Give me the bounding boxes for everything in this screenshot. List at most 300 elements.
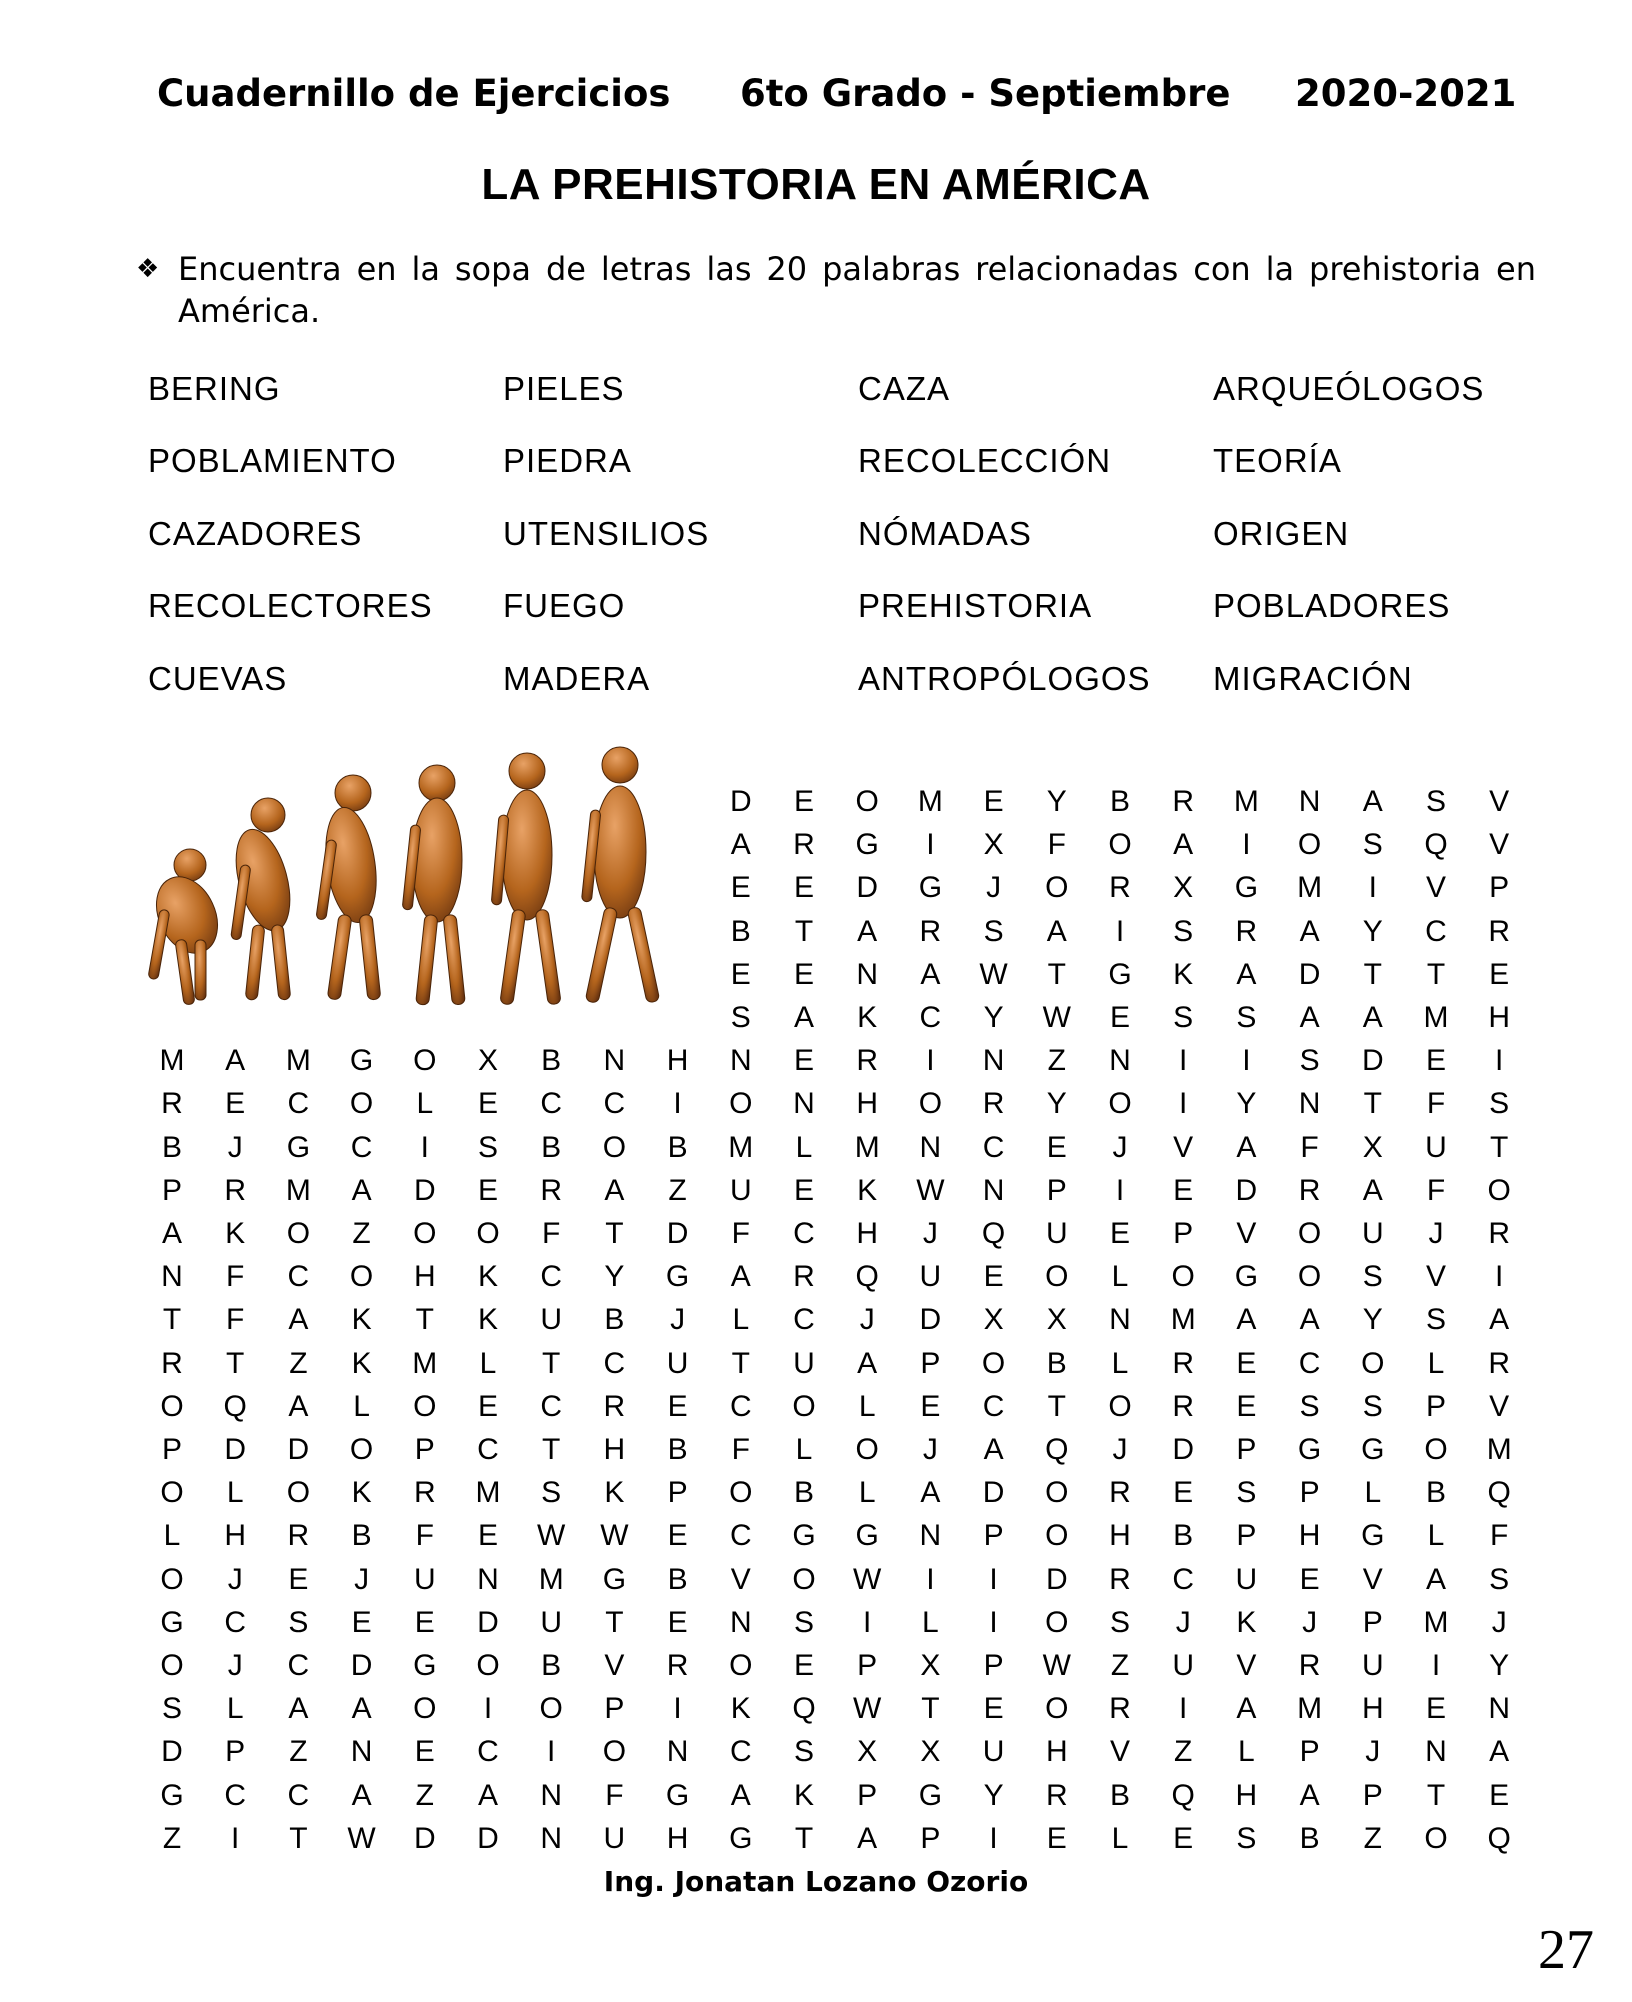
grid-letter: W [1042, 1649, 1071, 1682]
grid-letter: C [603, 1346, 626, 1380]
grid-letter: S [1236, 1821, 1257, 1855]
grid-letter: T [162, 1303, 182, 1337]
grid-letter: T [794, 914, 814, 948]
grid-letter: E [667, 1605, 688, 1639]
grid-letter: T [1426, 957, 1446, 991]
grid-letter: A [857, 1821, 878, 1855]
grid-letter: C [982, 1389, 1005, 1423]
word-item: ORIGEN [1213, 515, 1350, 552]
grid-letter: D [1298, 957, 1321, 991]
grid-letter: C [540, 1389, 563, 1423]
grid-letter: V [1173, 1130, 1194, 1164]
grid-letter: M [1486, 1433, 1512, 1466]
grid-letter: S [288, 1605, 309, 1639]
grid-letter: B [1109, 1778, 1130, 1812]
grid-letter: O [160, 1476, 184, 1510]
grid-letter: F [542, 1217, 561, 1250]
grid-letter: J [1175, 1605, 1191, 1639]
grid-letter: Y [1236, 1087, 1257, 1121]
grid-letter: A [920, 957, 941, 991]
grid-letter: J [670, 1303, 686, 1337]
grid-letter: V [1236, 1217, 1257, 1250]
grid-letter: G [1234, 871, 1259, 905]
grid-letter: S [1489, 1562, 1510, 1596]
grid-letter: X [477, 1044, 498, 1078]
grid-letter: R [1488, 1346, 1511, 1380]
grid-letter: E [351, 1605, 372, 1639]
grid-letter: J [1112, 1433, 1128, 1466]
word-item: FUEGO [503, 587, 626, 624]
grid-letter: U [1425, 1130, 1447, 1164]
grid-letter: W [347, 1821, 376, 1855]
grid-letter: T [794, 1821, 814, 1855]
word-item: NÓMADAS [858, 515, 1032, 552]
word-item: POBLADORES [1213, 587, 1451, 624]
grid-letter: L [1111, 1346, 1129, 1380]
grid-letter: E [477, 1519, 498, 1553]
grid-letter: K [225, 1217, 246, 1250]
grid-letter: M [285, 1173, 311, 1207]
grid-letter: P [1299, 1735, 1320, 1769]
grid-letter: T [542, 1346, 561, 1380]
evolution-figure-4 [402, 765, 465, 1005]
grid-letter: A [1362, 1173, 1383, 1207]
grid-letter: C [540, 1087, 563, 1121]
word-item: MIGRACIÓN [1213, 660, 1413, 697]
grid-letter: K [857, 1173, 878, 1207]
grid-letter: O [539, 1692, 563, 1726]
grid-letter: O [1045, 1519, 1069, 1553]
grid-letter: A [1046, 914, 1067, 948]
word-item: CAZA [858, 370, 951, 407]
grid-letter: R [982, 1087, 1005, 1121]
grid-letter: L [1238, 1735, 1255, 1769]
grid-letter: G [1361, 1519, 1385, 1553]
grid-letter: O [1171, 1260, 1195, 1294]
grid-letter: Y [1046, 785, 1067, 818]
grid-letter: E [667, 1519, 688, 1553]
grid-letter: C [729, 1735, 752, 1769]
grid-letter: O [1297, 1217, 1322, 1250]
grid-letter: S [161, 1692, 182, 1726]
grid-letter: D [477, 1821, 499, 1855]
grid-letter: P [161, 1433, 182, 1466]
grid-letter: N [982, 1173, 1005, 1207]
human-evolution-image [135, 740, 700, 1010]
grid-letter: O [1045, 871, 1069, 905]
grid-letter: S [1299, 1044, 1320, 1078]
grid-letter: A [161, 1217, 182, 1250]
grid-letter: L [858, 1389, 876, 1423]
grid-letter: C [224, 1778, 247, 1812]
grid-letter: D [1045, 1562, 1068, 1596]
word-item: UTENSILIOS [503, 515, 710, 552]
grid-letter: E [1425, 1692, 1446, 1726]
grid-letter: T [1426, 1778, 1446, 1812]
grid-letter: I [989, 1821, 998, 1855]
grid-letter: R [1488, 1217, 1511, 1250]
grid-letter: H [1235, 1778, 1258, 1812]
word-item: BERING [148, 370, 281, 407]
grid-letter: V [1489, 785, 1510, 818]
grid-letter: E [730, 871, 751, 905]
grid-letter: O [476, 1649, 500, 1682]
grid-letter: O [1045, 1260, 1069, 1294]
grid-letter: A [730, 1260, 751, 1294]
grid-letter: G [413, 1649, 437, 1682]
grid-letter: A [1236, 1303, 1257, 1337]
grid-letter: A [225, 1044, 246, 1078]
grid-letter: P [1425, 1389, 1446, 1423]
grid-letter: U [666, 1346, 689, 1380]
grid-letter: C [477, 1433, 499, 1466]
grid-letter: I [1495, 1044, 1504, 1078]
grid-letter: G [665, 1260, 690, 1294]
grid-letter: A [288, 1389, 309, 1423]
grid-letter: G [160, 1778, 184, 1812]
grid-letter: G [1297, 1433, 1322, 1466]
grid-letter: S [1299, 1389, 1320, 1423]
grid-letter: A [1425, 1562, 1446, 1596]
grid-letter: R [1298, 1649, 1321, 1682]
grid-letter: A [351, 1692, 372, 1726]
grid-letter: M [475, 1476, 501, 1510]
grid-letter: I [231, 1821, 240, 1855]
grid-letter: G [729, 1821, 753, 1855]
grid-letter: B [541, 1130, 562, 1164]
grid-letter: E [1236, 1389, 1257, 1423]
grid-letter: L [732, 1303, 750, 1337]
grid-letter: C [793, 1217, 815, 1250]
grid-letter: D [224, 1433, 247, 1466]
grid-letter: S [477, 1130, 498, 1164]
grid-letter: E [793, 871, 814, 905]
grid-letter: L [922, 1605, 939, 1639]
grid-letter: U [540, 1605, 563, 1639]
grid-letter: S [1425, 1303, 1446, 1337]
grid-letter: O [1045, 1605, 1069, 1639]
grid-letter: O [476, 1217, 500, 1250]
grid-letter: G [665, 1778, 690, 1812]
grid-letter: U [1045, 1217, 1068, 1250]
grid-letter: C [287, 1778, 310, 1812]
grid-letter: D [1361, 1044, 1384, 1078]
grid-letter: X [983, 828, 1004, 862]
grid-letter: H [413, 1260, 436, 1294]
grid-letter: P [667, 1476, 688, 1510]
grid-letter: T [1490, 1130, 1509, 1164]
grid-letter: E [477, 1173, 498, 1207]
grid-letter: X [1173, 871, 1194, 905]
grid-letter: A [1362, 1001, 1383, 1034]
grid-letter: F [226, 1260, 245, 1294]
grid-letter: F [1490, 1519, 1509, 1553]
grid-letter: N [856, 957, 879, 991]
grid-letter: H [666, 1821, 689, 1855]
grid-letter: Q [223, 1389, 247, 1423]
grid-letter: L [163, 1519, 181, 1553]
instruction-text: Encuentra en la sopa de letras las 20 palabras relacionadas con la prehistoria en América. [178, 250, 1536, 330]
grid-letter: U [793, 1346, 815, 1380]
grid-letter: O [729, 1649, 753, 1682]
grid-letter: M [1423, 1605, 1449, 1639]
grid-letter: M [412, 1346, 438, 1380]
grid-letter: A [1299, 1778, 1320, 1812]
grid-letter: C [793, 1303, 815, 1337]
grid-letter: R [224, 1173, 247, 1207]
grid-letter: O [729, 1476, 753, 1510]
grid-letter: J [922, 1217, 938, 1250]
grid-letter: F [1426, 1173, 1446, 1207]
grid-letter: C [287, 1087, 310, 1121]
grid-letter: L [795, 1433, 813, 1466]
evolution-figure-2 [226, 798, 299, 1000]
grid-letter: I [483, 1692, 493, 1726]
grid-letter: O [602, 1735, 627, 1769]
grid-letter: A [1173, 828, 1194, 862]
grid-letter: S [1362, 1260, 1383, 1294]
grid-letter: A [857, 1346, 878, 1380]
grid-letter: G [349, 1044, 374, 1078]
grid-letter: O [413, 1044, 437, 1078]
grid-letter: I [420, 1130, 429, 1164]
grid-letter: S [983, 914, 1004, 948]
grid-letter: X [857, 1735, 878, 1769]
grid-letter: J [1112, 1130, 1128, 1164]
grid-letter: B [1299, 1821, 1320, 1855]
grid-letter: O [1045, 1692, 1069, 1726]
grid-letter: A [730, 828, 751, 862]
grid-letter: I [1115, 914, 1125, 948]
grid-letter: O [855, 785, 879, 818]
grid-letter: B [1173, 1519, 1194, 1553]
grid-letter: D [161, 1735, 183, 1769]
grid-letter: K [1236, 1605, 1257, 1639]
grid-letter: P [225, 1735, 246, 1769]
grid-letter: P [1299, 1476, 1320, 1510]
grid-letter: I [989, 1605, 998, 1639]
evolution-figure-5 [491, 753, 561, 1005]
grid-letter: Q [1045, 1433, 1069, 1466]
grid-letter: L [479, 1346, 497, 1380]
grid-letter: D [350, 1649, 373, 1682]
grid-letter: U [1361, 1217, 1384, 1250]
grid-letter: S [793, 1605, 814, 1639]
grid-letter: G [855, 1519, 879, 1553]
grid-letter: Q [855, 1260, 879, 1294]
grid-letter: V [604, 1649, 625, 1682]
grid-letter: E [1109, 1001, 1130, 1034]
grid-letter: O [413, 1217, 437, 1250]
grid-letter: P [1362, 1778, 1383, 1812]
grid-letter: O [792, 1389, 816, 1423]
grid-letter: B [351, 1519, 372, 1553]
grid-letter: R [1298, 1173, 1321, 1207]
grid-letter: T [605, 1217, 624, 1250]
grid-letter: T [415, 1303, 434, 1337]
grid-letter: I [926, 1562, 935, 1596]
grid-letter: N [603, 1044, 626, 1078]
word-item: POBLAMIENTO [148, 442, 397, 479]
grid-letter: P [1489, 871, 1510, 905]
grid-letter: P [983, 1649, 1004, 1682]
grid-letter: Y [1046, 1087, 1067, 1121]
page-number: 27 [1538, 1919, 1594, 1981]
grid-letter: Q [1171, 1778, 1195, 1812]
grid-letter: J [986, 871, 1002, 905]
grid-letter: O [349, 1260, 374, 1294]
grid-letter: J [859, 1303, 875, 1337]
grid-letter: R [1172, 1346, 1195, 1380]
grid-letter: H [1109, 1519, 1131, 1553]
grid-letter: C [287, 1649, 310, 1682]
grid-letter: W [979, 957, 1008, 991]
grid-letter: K [730, 1692, 751, 1726]
grid-letter: E [793, 1044, 814, 1078]
grid-letter: O [1361, 1346, 1385, 1380]
grid-letter: P [1046, 1173, 1067, 1207]
grid-letter: S [730, 1001, 751, 1034]
grid-letter: O [1424, 1821, 1448, 1855]
grid-letter: V [1236, 1649, 1257, 1682]
grid-letter: C [982, 1130, 1005, 1164]
grid-letter: H [1488, 1001, 1511, 1034]
grid-letter: J [922, 1433, 938, 1466]
grid-letter: J [354, 1562, 370, 1596]
grid-letter: C [1425, 914, 1447, 948]
grid-letter: N [793, 1087, 815, 1121]
grid-letter: O [1424, 1433, 1448, 1466]
grid-letter: E [920, 1389, 941, 1423]
grid-letter: V [1489, 1389, 1510, 1423]
grid-letter: I [1368, 871, 1377, 905]
grid-letter: A [920, 1476, 941, 1510]
grid-letter: R [793, 828, 815, 862]
grid-letter: E [983, 785, 1004, 818]
grid-letter: B [667, 1562, 688, 1596]
grid-letter: L [226, 1692, 244, 1726]
grid-letter: O [602, 1130, 627, 1164]
grid-letter: L [1111, 1260, 1129, 1294]
grid-letter: A [793, 1001, 814, 1034]
grid-letter: I [863, 1605, 872, 1639]
grid-letter: M [1297, 871, 1323, 905]
grid-letter: I [1242, 828, 1251, 862]
grid-letter: B [667, 1130, 688, 1164]
grid-letter: S [1362, 828, 1383, 862]
evolution-figure-6 [581, 747, 659, 1003]
grid-letter: R [919, 914, 942, 948]
grid-letter: O [792, 1562, 816, 1596]
grid-letter: R [1172, 785, 1195, 818]
grid-letter: R [1488, 914, 1511, 948]
grid-letter: M [285, 1044, 311, 1078]
grid-letter: K [604, 1476, 625, 1510]
grid-letter: R [413, 1476, 436, 1510]
grid-letter: B [161, 1130, 182, 1164]
grid-letter: A [730, 1778, 751, 1812]
grid-letter: T [226, 1346, 245, 1380]
grid-letter: Z [162, 1821, 182, 1855]
grid-letter: N [1298, 1087, 1321, 1121]
grid-letter: K [477, 1303, 498, 1337]
grid-letter: O [286, 1476, 311, 1510]
grid-letter: U [540, 1303, 563, 1337]
grid-letter: H [1361, 1692, 1384, 1726]
grid-letter: O [1108, 1389, 1132, 1423]
evolution-figure-1 [145, 849, 230, 1005]
grid-letter: O [729, 1087, 753, 1121]
grid-letter: N [982, 1044, 1005, 1078]
grid-letter: J [227, 1562, 243, 1596]
instruction [136, 248, 1536, 332]
grid-letter: U [1361, 1649, 1384, 1682]
grid-letter: G [855, 828, 879, 862]
grid-letter: R [1045, 1778, 1068, 1812]
grid-letter: B [1109, 785, 1130, 818]
grid-letter: V [1489, 828, 1510, 862]
grid-letter: P [920, 1821, 941, 1855]
grid-letter: A [604, 1173, 625, 1207]
grid-letter: S [1489, 1087, 1510, 1121]
grid-letter: O [1108, 828, 1132, 862]
grid-letter: Z [1174, 1735, 1193, 1769]
grid-letter: K [351, 1476, 372, 1510]
grid-letter: S [1236, 1001, 1257, 1034]
grid-letter: M [538, 1562, 564, 1596]
grid-letter: I [673, 1692, 682, 1726]
grid-letter: C [729, 1389, 752, 1423]
grid-letter: R [1109, 871, 1131, 905]
grid-letter: U [982, 1735, 1005, 1769]
grid-letter: Y [983, 1778, 1004, 1812]
grid-letter: L [1364, 1476, 1382, 1510]
grid-letter: N [1109, 1044, 1131, 1078]
header-workbook-title: Cuadernillo de Ejercicios [157, 72, 671, 115]
word-item: PIEDRA [503, 442, 632, 479]
grid-letter: F [731, 1433, 750, 1466]
grid-letter: I [1179, 1087, 1188, 1121]
grid-letter: Y [1362, 1303, 1383, 1337]
grid-letter: E [793, 957, 814, 991]
grid-letter: A [1299, 1001, 1320, 1034]
grid-letter: D [666, 1217, 689, 1250]
grid-letter: B [541, 1044, 562, 1078]
grid-letter: P [1236, 1433, 1257, 1466]
grid-letter: J [1491, 1605, 1507, 1639]
grid-letter: E [414, 1605, 435, 1639]
grid-letter: N [919, 1519, 942, 1553]
grid-letter: W [1042, 1001, 1071, 1034]
grid-letter: I [926, 828, 935, 862]
grid-letter: N [540, 1778, 563, 1812]
grid-letter: N [350, 1735, 373, 1769]
grid-letter: M [1233, 785, 1259, 818]
grid-letter: R [1109, 1692, 1131, 1726]
grid-letter: B [604, 1303, 625, 1337]
grid-letter: T [1047, 1389, 1066, 1423]
grid-letter: C [540, 1260, 563, 1294]
grid-letter: J [227, 1649, 243, 1682]
grid-letter: Z [289, 1735, 308, 1769]
grid-letter: U [603, 1821, 626, 1855]
grid-letter: O [286, 1217, 311, 1250]
grid-letter: R [666, 1649, 689, 1682]
grid-letter: H [856, 1217, 879, 1250]
grid-letter: I [1179, 1692, 1188, 1726]
grid-letter: S [1362, 1389, 1383, 1423]
grid-letter: I [1242, 1044, 1251, 1078]
